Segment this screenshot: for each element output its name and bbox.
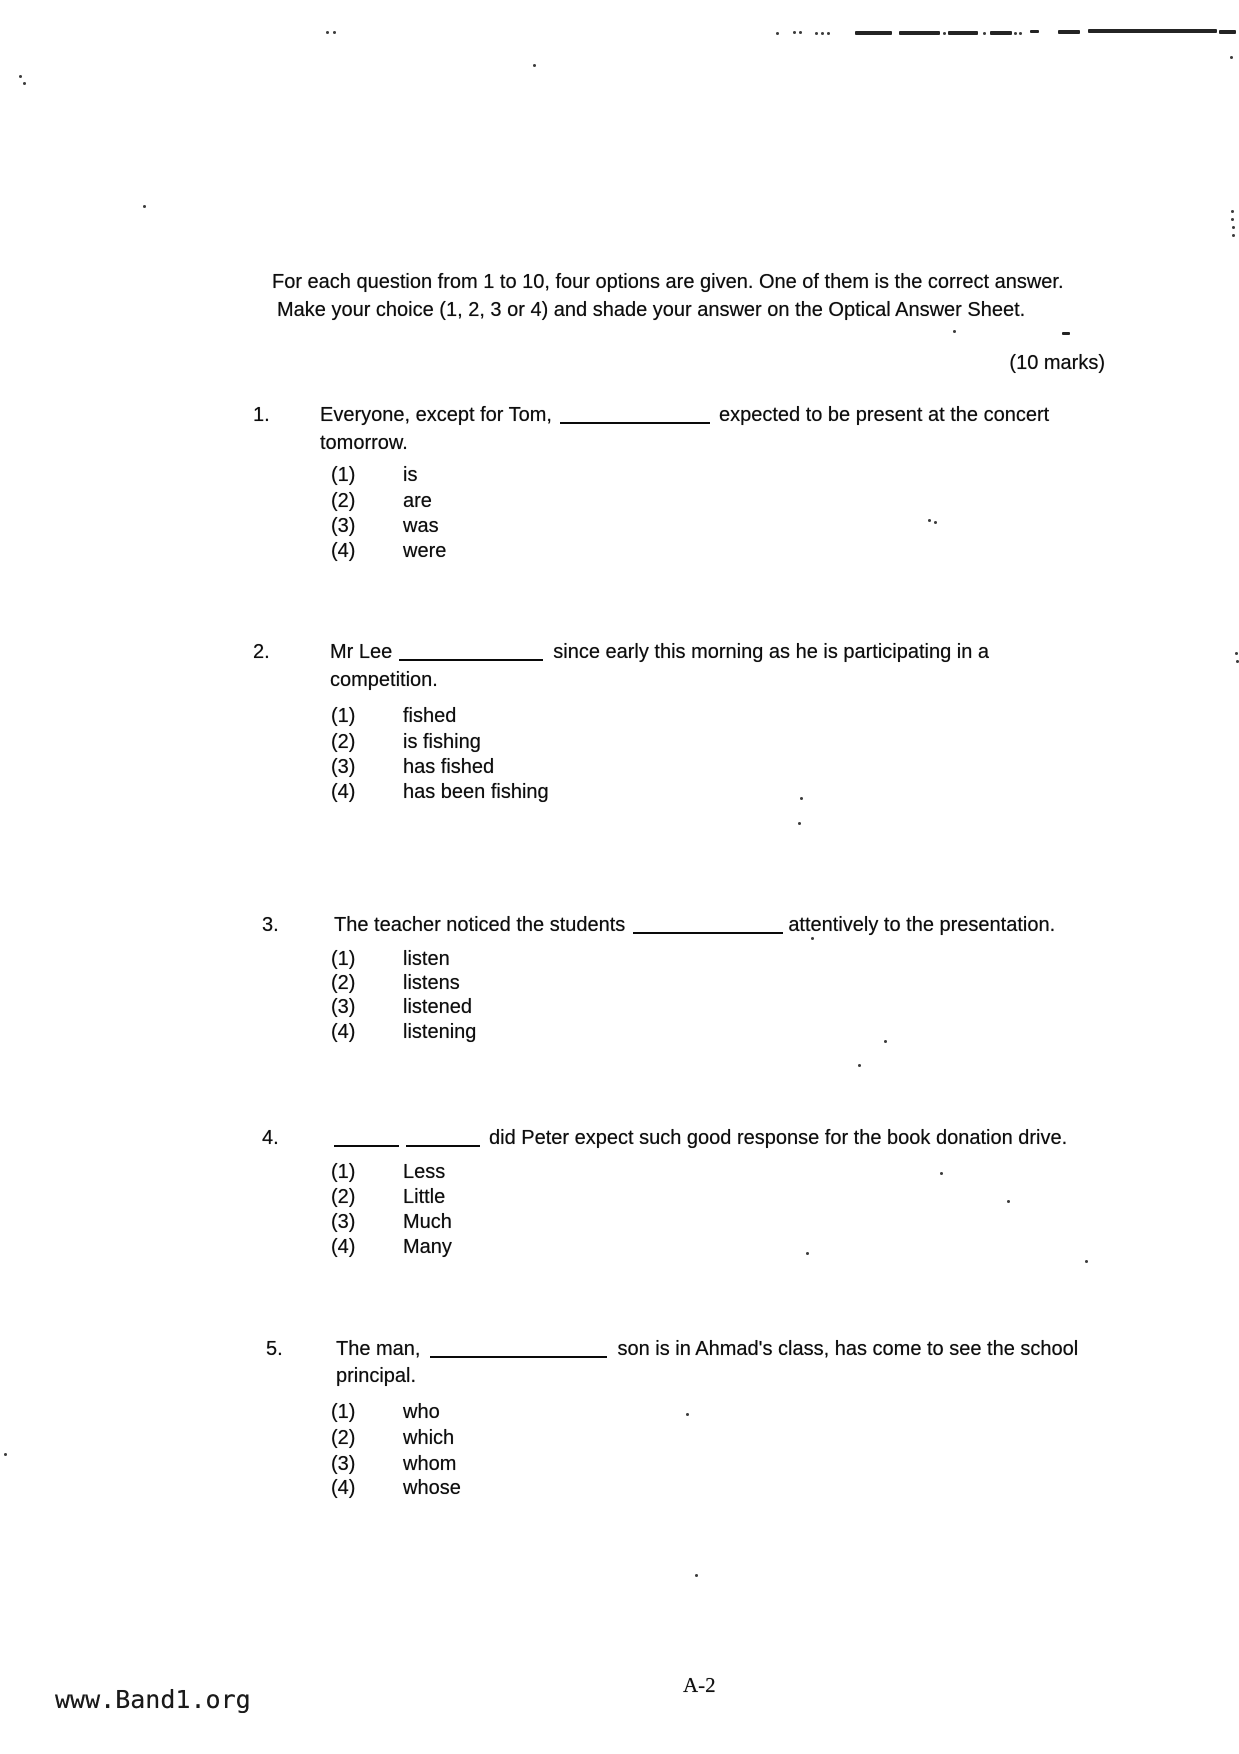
scan-speck: [533, 64, 536, 67]
q5-option-3-number: (3): [331, 1453, 356, 1475]
q2-number: 2.: [253, 641, 270, 663]
q5-blank: [430, 1341, 607, 1358]
q2-option-1: [331, 704, 456, 728]
scan-dash: [948, 31, 978, 35]
q3-option-3-text: listened: [403, 996, 472, 1018]
q4-option-4-text: Many: [403, 1236, 452, 1258]
q2-option-3-number: (3): [331, 756, 356, 778]
scan-speck: [793, 31, 796, 34]
scan-dash: [1088, 29, 1217, 33]
q1-option-4: [331, 539, 446, 563]
scan-dash: [1219, 30, 1236, 34]
q1-option-3: [331, 514, 439, 538]
q2-option-2: [331, 730, 481, 754]
scan-speck: [1232, 226, 1235, 229]
q5-text-post: son is in Ahmad's class, has come to see the school: [617, 1338, 1079, 1360]
scan-speck: [1085, 1260, 1088, 1263]
q1-option-4-text: were: [403, 540, 447, 562]
q2-option-4: [331, 780, 549, 804]
q3-option-1-text: listen: [403, 948, 450, 970]
q4-option-3-text: Much: [403, 1211, 452, 1233]
scan-speck: [798, 822, 801, 825]
q4-number: 4.: [262, 1127, 279, 1149]
footer-page-number: A-2: [683, 1673, 716, 1697]
q4-blank-segment-1: [334, 1130, 399, 1147]
q1-text-post: expected to be present at the concert: [718, 404, 1050, 426]
scan-speck: [934, 521, 937, 524]
q1-option-2-number: (2): [331, 490, 356, 512]
q1-option-2: [331, 489, 432, 513]
q2-option-4-text: has been fishing: [403, 781, 549, 803]
q5-option-2: [331, 1426, 454, 1450]
q3-option-3: [331, 995, 472, 1019]
q5-option-1: [331, 1400, 440, 1424]
scan-speck: [143, 205, 146, 208]
q3-option-3-number: (3): [331, 996, 356, 1018]
q4-option-3-number: (3): [331, 1211, 356, 1233]
scan-speck: [1007, 1200, 1010, 1203]
scan-speck: [776, 32, 779, 35]
q5-text-pre: The man,: [336, 1338, 421, 1360]
q4-option-2: [331, 1185, 445, 1209]
scan-speck: [19, 75, 22, 78]
scan-dash: [990, 31, 1012, 35]
q5-option-3: [331, 1452, 456, 1476]
q3-text-post: attentively to the presentation.: [788, 914, 1056, 936]
instructions-line-1: For each question from 1 to 10, four options are given. One of them is the correct answer.: [272, 271, 1064, 293]
q2-option-2-text: is fishing: [403, 731, 481, 753]
q2-option-3: [331, 755, 494, 779]
scan-dash: [1062, 332, 1070, 335]
q3-blank: [633, 917, 783, 934]
q3-number: 3.: [262, 914, 279, 936]
q5-option-4-text: whose: [403, 1477, 461, 1499]
scan-speck: [695, 1574, 698, 1577]
q1-blank: [560, 407, 710, 424]
q1-number: 1.: [253, 404, 270, 426]
q3-option-2-number: (2): [331, 972, 356, 994]
q1-option-4-number: (4): [331, 540, 356, 562]
q3-option-4-number: (4): [331, 1021, 356, 1043]
q4-option-2-text: Little: [403, 1186, 446, 1208]
q1-option-1: [331, 463, 417, 487]
q3-option-1-number: (1): [331, 948, 356, 970]
scan-speck: [1232, 234, 1235, 237]
scan-speck: [1230, 56, 1233, 59]
q5-option-4-number: (4): [331, 1477, 356, 1499]
instructions-line-2: Make your choice (1, 2, 3 or 4) and shade your answer on the Optical Answer Sheet.: [277, 299, 1026, 321]
q5-option-2-number: (2): [331, 1427, 356, 1449]
scan-speck: [326, 31, 329, 34]
q3-option-4-text: listening: [403, 1021, 477, 1043]
q2-text-pre: Mr Lee: [330, 641, 393, 663]
q2-text-post: since early this morning as he is participating in a: [553, 641, 990, 663]
scan-speck: [943, 32, 946, 35]
q2-blank: [399, 644, 543, 661]
scan-speck: [1014, 32, 1017, 35]
q5-option-4: [331, 1476, 461, 1500]
scan-speck: [799, 31, 802, 34]
scan-dash: [899, 31, 940, 35]
q4-option-3: [331, 1210, 452, 1234]
scan-dash: [855, 31, 892, 35]
q4-option-1-number: (1): [331, 1161, 356, 1183]
scan-speck: [827, 32, 830, 35]
q2-option-2-number: (2): [331, 731, 356, 753]
q5-option-1-number: (1): [331, 1401, 356, 1423]
scan-speck: [983, 32, 986, 35]
q4-option-4-number: (4): [331, 1236, 356, 1258]
scan-speck: [940, 1172, 943, 1175]
scan-speck: [815, 32, 818, 35]
scan-speck: [1231, 210, 1234, 213]
scan-speck: [1019, 32, 1022, 35]
q4-option-4: [331, 1235, 452, 1259]
q3-option-2-text: listens: [403, 972, 460, 994]
q4-option-2-number: (2): [331, 1186, 356, 1208]
scan-speck: [800, 797, 803, 800]
scan-speck: [1235, 652, 1238, 655]
q5-number: 5.: [266, 1338, 283, 1360]
scan-speck: [953, 330, 956, 333]
q3-text-pre: The teacher noticed the students: [334, 914, 626, 936]
footer-website: www.Band1.org: [55, 1685, 251, 1714]
q1-option-1-text: is: [403, 464, 418, 486]
marks-label: (10 marks): [1009, 352, 1105, 374]
scan-speck: [884, 1040, 887, 1043]
q1-option-2-text: are: [403, 490, 432, 512]
q4-option-1-text: Less: [403, 1161, 446, 1183]
scan-speck: [4, 1453, 7, 1456]
q1-option-1-number: (1): [331, 464, 356, 486]
scan-speck: [811, 937, 814, 940]
q5-option-3-text: whom: [403, 1453, 457, 1475]
q2-line-2: competition.: [330, 669, 438, 691]
q1-line-2: tomorrow.: [320, 432, 408, 454]
q2-option-1-text: fished: [403, 705, 457, 727]
q4-option-1: [331, 1160, 445, 1184]
scan-dash: [1058, 30, 1080, 34]
q2-option-4-number: (4): [331, 781, 356, 803]
scan-dash: [1030, 30, 1039, 33]
q4-text-post: did Peter expect such good response for the book donation drive.: [489, 1127, 1068, 1149]
scan-speck: [686, 1413, 689, 1416]
q3-line-1: [334, 913, 1055, 937]
q3-option-1: [331, 947, 450, 971]
scan-speck: [928, 519, 931, 522]
q1-option-3-number: (3): [331, 515, 356, 537]
scan-speck: [821, 32, 824, 35]
scan-speck: [333, 31, 336, 34]
q3-option-4: [331, 1020, 476, 1044]
q5-option-1-text: who: [403, 1401, 440, 1423]
q4-line-1: [334, 1126, 1067, 1150]
scan-speck: [858, 1064, 861, 1067]
scan-speck: [1231, 218, 1234, 221]
q2-line-1: [330, 640, 989, 664]
q3-option-2: [331, 971, 460, 995]
q2-option-3-text: has fished: [403, 756, 495, 778]
scan-speck: [806, 1252, 809, 1255]
q5-option-2-text: which: [403, 1427, 455, 1449]
q1-option-3-text: was: [403, 515, 439, 537]
q1-text-pre: Everyone, except for Tom,: [320, 404, 552, 426]
q5-line-1: [336, 1337, 1078, 1361]
q1-line-1: [320, 403, 1049, 427]
q5-line-2: principal.: [336, 1365, 417, 1387]
q2-option-1-number: (1): [331, 705, 356, 727]
scan-speck: [23, 82, 26, 85]
q4-blank-segment-2: [406, 1130, 480, 1147]
